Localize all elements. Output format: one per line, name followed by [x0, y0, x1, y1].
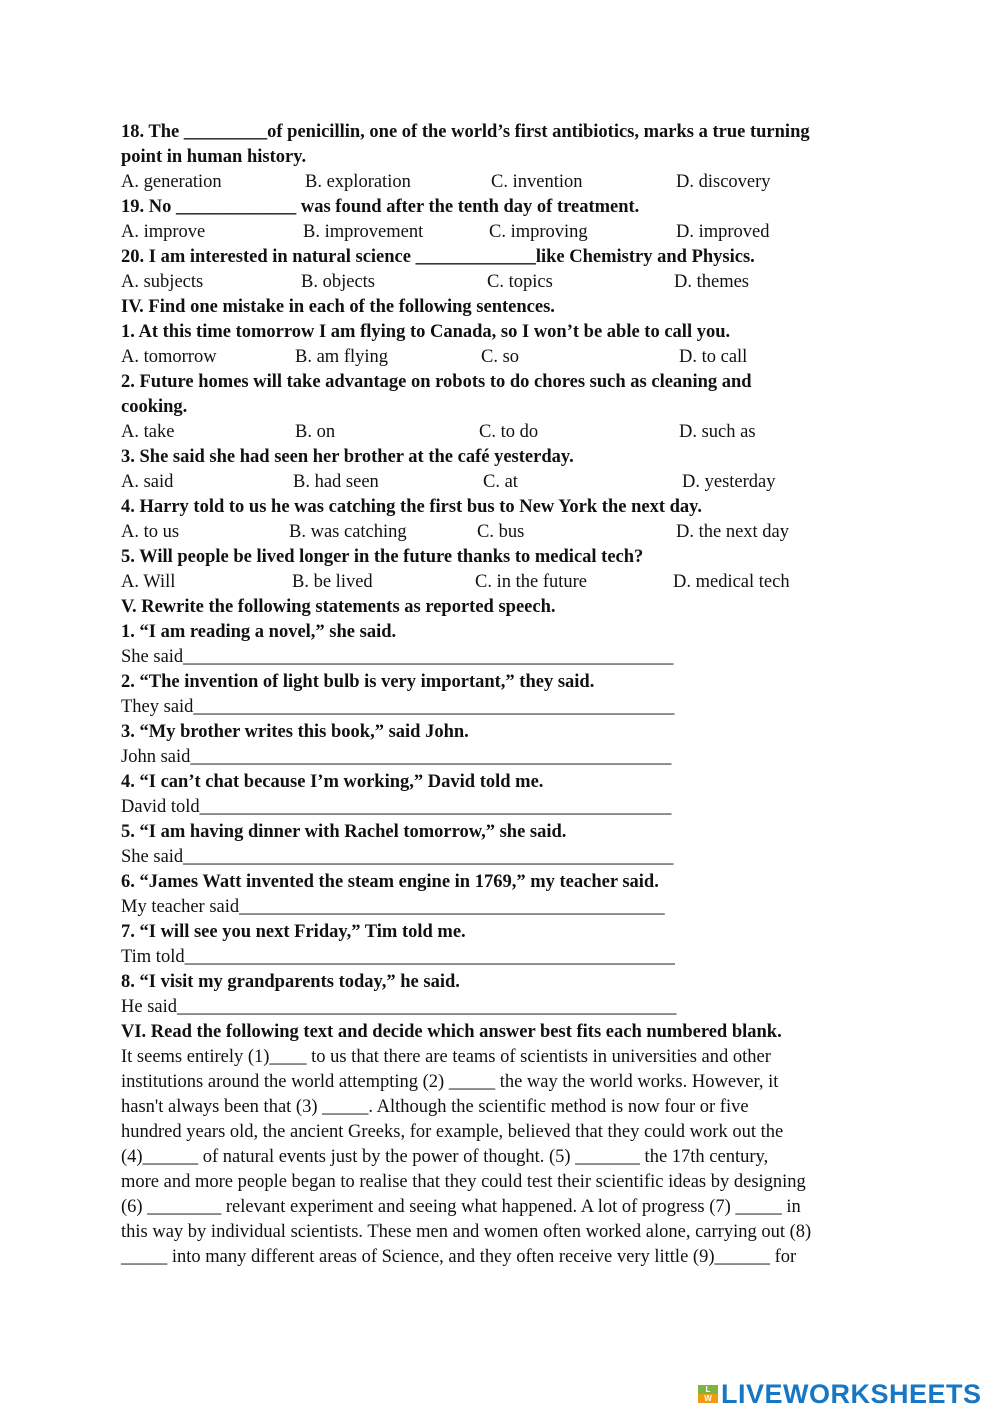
- option-c[interactable]: C. topics: [487, 272, 553, 292]
- option-b[interactable]: B. was catching: [289, 522, 407, 542]
- option-d[interactable]: D. yesterday: [682, 472, 776, 492]
- mistake-1-options: [121, 345, 881, 370]
- cloze-passage: [121, 1045, 881, 1270]
- passage-line: more and more people began to realise that they could test their scientific ideas by designing: [121, 1172, 806, 1192]
- reported-6-quote: 6. “James Watt invented the steam engine in 1769,” my teacher said.: [121, 872, 659, 892]
- passage-line: _____ into many different areas of Science, and they often receive very little (9)______ for: [121, 1247, 797, 1267]
- option-c[interactable]: C. invention: [491, 172, 583, 192]
- passage-line: (4)______ of natural events just by the power of thought. (5) _______ the 17th century,: [121, 1147, 769, 1167]
- option-b[interactable]: B. had seen: [293, 472, 379, 492]
- question-18-options: [121, 170, 881, 195]
- option-d[interactable]: D. the next day: [676, 522, 790, 542]
- mistake-3-options: [121, 470, 881, 495]
- mistake-3-stem: 3. She said she had seen her brother at the café yesterday.: [121, 447, 574, 467]
- question-18-stem-line-2: point in human history.: [121, 147, 307, 167]
- reported-8-answer-field[interactable]: He said______________________________________________________: [121, 997, 677, 1017]
- section-4-heading: IV. Find one mistake in each of the following sentences.: [121, 297, 555, 317]
- mistake-2-stem-line-2: cooking.: [121, 397, 188, 417]
- reported-6-answer-field[interactable]: My teacher said______________________________________________: [121, 897, 665, 917]
- reported-5-quote: 5. “I am having dinner with Rachel tomorrow,” she said.: [121, 822, 567, 842]
- passage-line: this way by individual scientists. These men and women often worked alone, carrying out (8): [121, 1222, 812, 1242]
- option-b[interactable]: B. improvement: [303, 222, 424, 242]
- option-c[interactable]: C. at: [483, 472, 518, 492]
- mistake-5-stem: 5. Will people be lived longer in the future thanks to medical tech?: [121, 547, 644, 567]
- option-d[interactable]: D. such as: [679, 422, 756, 442]
- worksheet: [121, 120, 881, 1270]
- reported-1-answer-field[interactable]: She said_____________________________________________________: [121, 647, 674, 667]
- reported-8-quote: 8. “I visit my grandparents today,” he said.: [121, 972, 460, 992]
- mistake-1-stem: 1. At this time tomorrow I am flying to Canada, so I won’t be able to call you.: [121, 322, 731, 342]
- option-a[interactable]: A. improve: [121, 222, 206, 242]
- option-b[interactable]: B. be lived: [292, 572, 373, 592]
- mistake-4-options: [121, 520, 881, 545]
- reported-5-answer-field[interactable]: She said_____________________________________________________: [121, 847, 674, 867]
- mistake-5-options: [121, 570, 881, 595]
- option-b[interactable]: B. exploration: [305, 172, 411, 192]
- option-c[interactable]: C. so: [481, 347, 520, 367]
- option-a[interactable]: A. Will: [121, 572, 176, 592]
- passage-line: institutions around the world attempting (2) _____ the way the world works. However, it: [121, 1072, 779, 1092]
- reported-3-answer-field[interactable]: John said____________________________________________________: [121, 747, 672, 767]
- option-a[interactable]: A. tomorrow: [121, 347, 217, 367]
- option-a[interactable]: A. said: [121, 472, 174, 492]
- passage-line: It seems entirely (1)____ to us that there are teams of scientists in universities and other: [121, 1047, 771, 1067]
- question-20-stem: 20. I am interested in natural science _____________like Chemistry and Physics.: [121, 247, 755, 267]
- mistake-4-stem: 4. Harry told to us he was catching the first bus to New York the next day.: [121, 497, 703, 517]
- option-d[interactable]: D. discovery: [676, 172, 771, 192]
- option-d[interactable]: D. to call: [679, 347, 748, 367]
- passage-line: hundred years old, the ancient Greeks, for example, believed that they could work out the: [121, 1122, 784, 1142]
- brand-name: LIVEWORKSHEETS: [721, 1378, 982, 1409]
- option-b[interactable]: B. objects: [301, 272, 375, 292]
- liveworksheets-brand[interactable]: [698, 1376, 982, 1412]
- option-d[interactable]: D. medical tech: [673, 572, 790, 592]
- option-a[interactable]: A. take: [121, 422, 175, 442]
- option-a[interactable]: A. subjects: [121, 272, 204, 292]
- reported-7-answer-field[interactable]: Tim told_____________________________________________________: [121, 947, 675, 967]
- passage-line: hasn't always been that (3) _____. Although the scientific method is now four or five: [121, 1097, 749, 1117]
- option-d[interactable]: D. improved: [676, 222, 770, 242]
- question-19-stem: 19. No _____________ was found after the tenth day of treatment.: [121, 197, 640, 217]
- option-c[interactable]: C. improving: [489, 222, 588, 242]
- option-a[interactable]: A. generation: [121, 172, 222, 192]
- mistake-2-options: [121, 420, 881, 445]
- option-b[interactable]: B. on: [295, 422, 336, 442]
- passage-line: (6) ________ relevant experiment and seeing what happened. A lot of progress (7) _____ in: [121, 1197, 801, 1217]
- option-c[interactable]: C. bus: [477, 522, 525, 542]
- question-19-options: [121, 220, 881, 245]
- option-c[interactable]: C. in the future: [475, 572, 588, 592]
- option-c[interactable]: C. to do: [479, 422, 539, 442]
- mistake-2-stem-line-1: 2. Future homes will take advantage on robots to do chores such as cleaning and: [121, 372, 752, 392]
- section-5-heading: V. Rewrite the following statements as reported speech.: [121, 597, 556, 617]
- liveworksheets-logo-icon: L W: [698, 1385, 718, 1403]
- reported-7-quote: 7. “I will see you next Friday,” Tim told me.: [121, 922, 466, 942]
- reported-3-quote: 3. “My brother writes this book,” said John.: [121, 722, 469, 742]
- reported-2-quote: 2. “The invention of light bulb is very important,” they said.: [121, 672, 595, 692]
- reported-2-answer-field[interactable]: They said____________________________________________________: [121, 697, 675, 717]
- option-d[interactable]: D. themes: [674, 272, 750, 292]
- question-20-options: [121, 270, 881, 295]
- reported-4-quote: 4. “I can’t chat because I’m working,” David told me.: [121, 772, 544, 792]
- option-a[interactable]: A. to us: [121, 522, 180, 542]
- reported-1-quote: 1. “I am reading a novel,” she said.: [121, 622, 397, 642]
- question-18-stem-line-1: 18. The _________of penicillin, one of the world’s first antibiotics, marks a true turning: [121, 122, 810, 142]
- section-6-heading: VI. Read the following text and decide which answer best fits each numbered blank.: [121, 1022, 782, 1042]
- option-b[interactable]: B. am flying: [295, 347, 389, 367]
- reported-4-answer-field[interactable]: David told___________________________________________________: [121, 797, 672, 817]
